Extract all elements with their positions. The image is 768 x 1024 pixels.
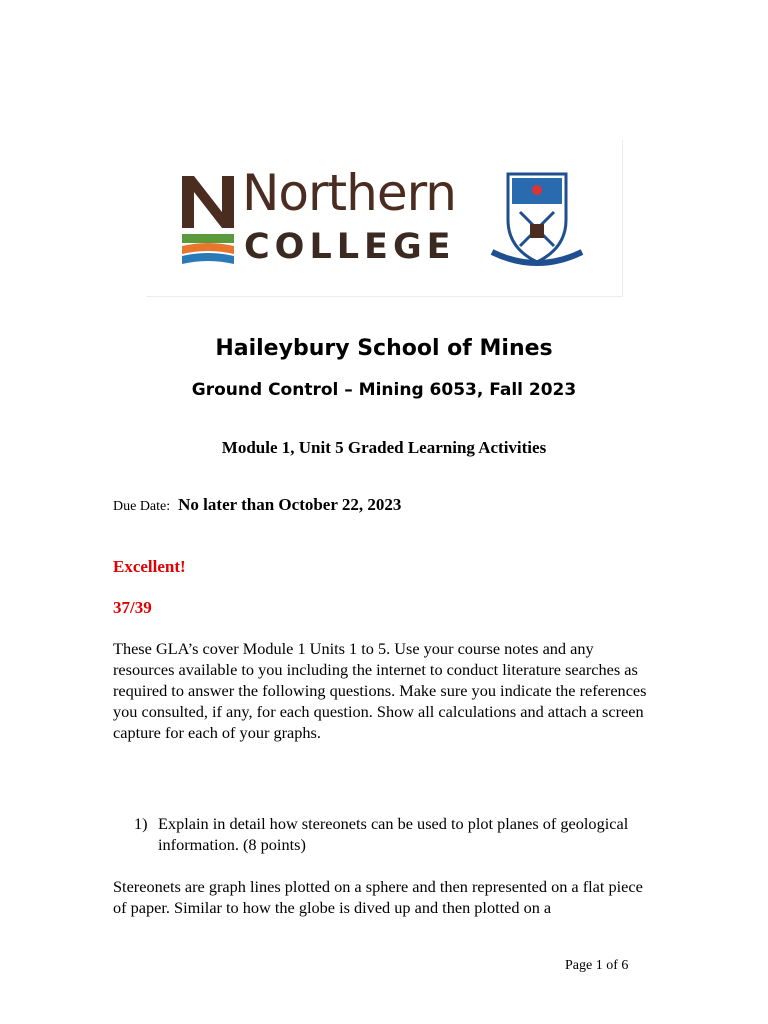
intro-paragraph: These GLA’s cover Module 1 Units 1 to 5. Use your course notes and any resources available to you including the internet to conduct literature searches as required to answer the following questions. Make sure you indicate the references you consulted, if any, for each question. Show all calculations and attach a screen capture for each of your graphs.: [113, 639, 647, 742]
due-date-value: No later than October 22, 2023: [178, 495, 402, 514]
school-title: Haileybury School of Mines: [215, 336, 553, 361]
module-title: Module 1, Unit 5 Graded Learning Activities: [221, 438, 547, 457]
logo-northern-text: Northern: [242, 164, 456, 222]
feedback-score: 37/39: [113, 598, 152, 617]
logo-college-text: COLLEGE: [244, 227, 456, 267]
answer-paragraph: Stereonets are graph lines plotted on a sphere and then represented on a flat piece of paper. Similar to how the globe is dived up and then plotted on a: [113, 877, 643, 917]
question-text: Explain in detail how stereonets can be used to plot planes of geological information. (8 points): [158, 814, 629, 854]
due-date-label: Due Date:: [113, 499, 171, 514]
course-title: Ground Control – Mining 6053, Fall 2023: [191, 380, 577, 400]
feedback-comment: Excellent!: [113, 557, 186, 576]
college-logo: [146, 140, 623, 297]
northern-college-n-icon: [182, 176, 234, 268]
page-number: Page 1 of 6: [565, 958, 629, 973]
due-date: [113, 495, 401, 515]
school-crest-icon: [490, 170, 584, 270]
question-number: 1): [134, 814, 148, 833]
